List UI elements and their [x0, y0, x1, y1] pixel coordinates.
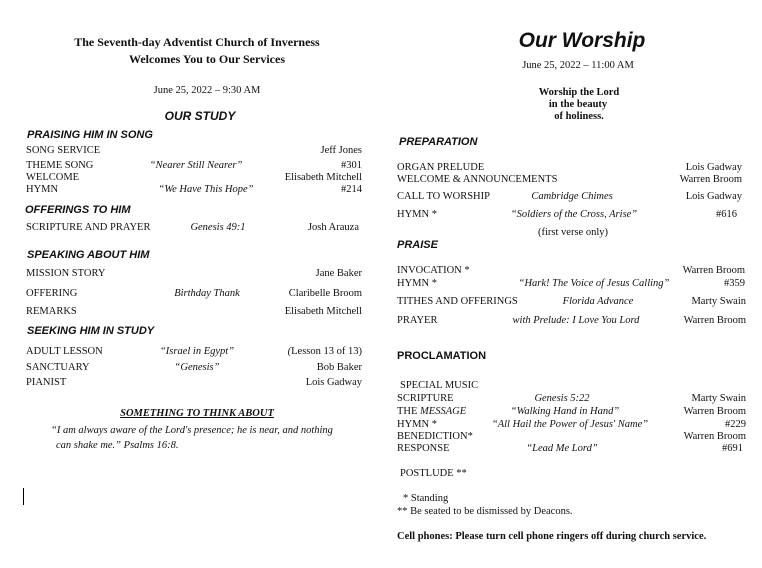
pianist-label: PIANIST: [26, 377, 67, 388]
motto-line-2: in the beauty: [548, 99, 608, 110]
motto-line-3: of holiness.: [554, 111, 604, 122]
hymn-number: #214: [341, 184, 362, 195]
prayer-person: Warren Broom: [683, 315, 746, 326]
praising-heading: PRAISING HIM IN SONG: [27, 129, 153, 141]
quote-line-1: “I am always aware of the Lord's presence; he is near, and nothing: [51, 425, 333, 436]
call-to-worship-title: Cambridge Chimes: [531, 191, 613, 202]
offering-person: Claribelle Broom: [288, 288, 362, 299]
praise-heading: PRAISE: [397, 239, 438, 251]
theme-song-label: THEME SONG: [26, 160, 94, 171]
sanctuary-title: “Genesis”: [174, 362, 220, 373]
our-study-heading: OUR STUDY: [164, 109, 236, 123]
standing-note: * Standing: [403, 493, 449, 504]
lesson-paren: (: [287, 346, 292, 357]
preparation-heading: PREPARATION: [399, 136, 478, 148]
call-to-worship-person: Lois Gadway: [685, 191, 742, 202]
hymn3-title: “All Hail the Power of Jesus' Name”: [491, 419, 649, 430]
scripture-person: Marty Swain: [691, 393, 746, 404]
invocation-label: INVOCATION *: [397, 265, 470, 276]
scripture-prayer-person: Josh Arauza: [307, 222, 359, 233]
message-label-italic: MESSAGE: [420, 406, 467, 417]
scripture-label: SCRIPTURE: [397, 393, 454, 404]
message-label-pre: THE: [397, 406, 421, 417]
sanctuary-person: Bob Baker: [316, 362, 362, 373]
adult-lesson-number: [288, 346, 362, 358]
mission-story-label: MISSION STORY: [26, 268, 106, 279]
hymn3-label: HYMN *: [397, 419, 437, 430]
mission-story-person: Jane Baker: [315, 268, 362, 279]
hymn1-number: #616: [716, 209, 737, 220]
hymn2-label: HYMN *: [397, 278, 437, 289]
welcome-person: Elisabeth Mitchell: [284, 172, 362, 183]
call-to-worship-label: CALL TO WORSHIP: [397, 191, 490, 202]
prayer-title: with Prelude: I Love You Lord: [512, 315, 640, 326]
text-cursor: [23, 488, 24, 505]
postlude-label: POSTLUDE **: [400, 468, 467, 479]
seeking-heading: SEEKING HIM IN STUDY: [27, 325, 155, 337]
left-date: June 25, 2022 – 9:30 AM: [153, 85, 261, 96]
proclamation-heading: PROCLAMATION: [397, 350, 487, 362]
benediction-person: Warren Broom: [683, 431, 746, 442]
organ-prelude-label: ORGAN PRELUDE: [397, 162, 485, 173]
hymn2-number: #359: [724, 278, 745, 289]
welcome-ann-person: Warren Broom: [679, 174, 742, 185]
tithes-label: TITHES AND OFFERINGS: [397, 296, 518, 307]
hymn2-title: “Hark! The Voice of Jesus Calling”: [518, 278, 670, 289]
message-title: “Walking Hand in Hand”: [510, 406, 620, 417]
benediction-label: BENEDICTION*: [397, 431, 473, 442]
quote-line-2: can shake me.” Psalms 16:8.: [56, 440, 179, 451]
response-number: #691: [722, 443, 743, 454]
song-service-person: Jeff Jones: [320, 145, 362, 156]
adult-lesson-title: “Israel in Egypt”: [159, 346, 235, 357]
hymn1-title: “Soldiers of the Cross, Arise”: [510, 209, 638, 220]
remarks-label: REMARKS: [26, 306, 77, 317]
remarks-person: Elisabeth Mitchell: [284, 306, 362, 317]
scripture-prayer-ref: Genesis 49:1: [190, 222, 246, 233]
lesson-text: Lesson 13 of 13): [291, 346, 362, 357]
our-worship-title: Our Worship: [518, 29, 646, 52]
song-service-label: SONG SERVICE: [26, 145, 101, 156]
response-label: RESPONSE: [397, 443, 450, 454]
motto-line-1: Worship the Lord: [538, 87, 620, 98]
hymn1-label: HYMN *: [397, 209, 437, 220]
message-person: Warren Broom: [683, 406, 746, 417]
speaking-heading: SPEAKING ABOUT HIM: [27, 249, 150, 261]
theme-song-number: #301: [341, 160, 362, 171]
organ-prelude-person: Lois Gadway: [685, 162, 742, 173]
tithes-person: Marty Swain: [691, 296, 746, 307]
deacons-note: ** Be seated to be dismissed by Deacons.: [397, 506, 573, 517]
special-music-label: SPECIAL MUSIC: [400, 380, 479, 391]
invocation-person: Warren Broom: [682, 265, 745, 276]
message-label: [397, 406, 466, 418]
sanctuary-label: SANCTUARY: [26, 362, 90, 373]
welcome-line: Welcomes You to Our Services: [129, 52, 285, 66]
theme-song-title: “Nearer Still Nearer”: [149, 160, 243, 171]
response-title: “Lead Me Lord”: [526, 443, 598, 454]
right-date: June 25, 2022 – 11:00 AM: [522, 60, 634, 71]
hymn-title: “We Have This Hope”: [158, 184, 254, 195]
offerings-heading: OFFERINGS TO HIM: [25, 204, 131, 216]
first-verse-note: (first verse only): [538, 227, 608, 238]
scripture-ref: Genesis 5:22: [534, 393, 590, 404]
cell-phones-note: Cell phones: Please turn cell phone ringers off during church service.: [397, 531, 707, 542]
adult-lesson-label: ADULT LESSON: [26, 346, 103, 357]
welcome-ann-label: WELCOME & ANNOUNCEMENTS: [397, 174, 558, 185]
offering-title: Birthday Thank: [174, 288, 240, 299]
offering-label: OFFERING: [26, 288, 78, 299]
welcome-label: WELCOME: [26, 172, 80, 183]
church-title: The Seventh-day Adventist Church of Inverness: [74, 35, 320, 49]
think-heading: SOMETHING TO THINK ABOUT: [120, 408, 274, 419]
prayer-label: PRAYER: [397, 315, 438, 326]
tithes-title: Florida Advance: [562, 296, 634, 307]
pianist-person: Lois Gadway: [305, 377, 362, 388]
scripture-prayer-label: SCRIPTURE AND PRAYER: [26, 222, 151, 233]
hymn-label: HYMN: [26, 184, 59, 195]
hymn3-number: #229: [725, 419, 746, 430]
